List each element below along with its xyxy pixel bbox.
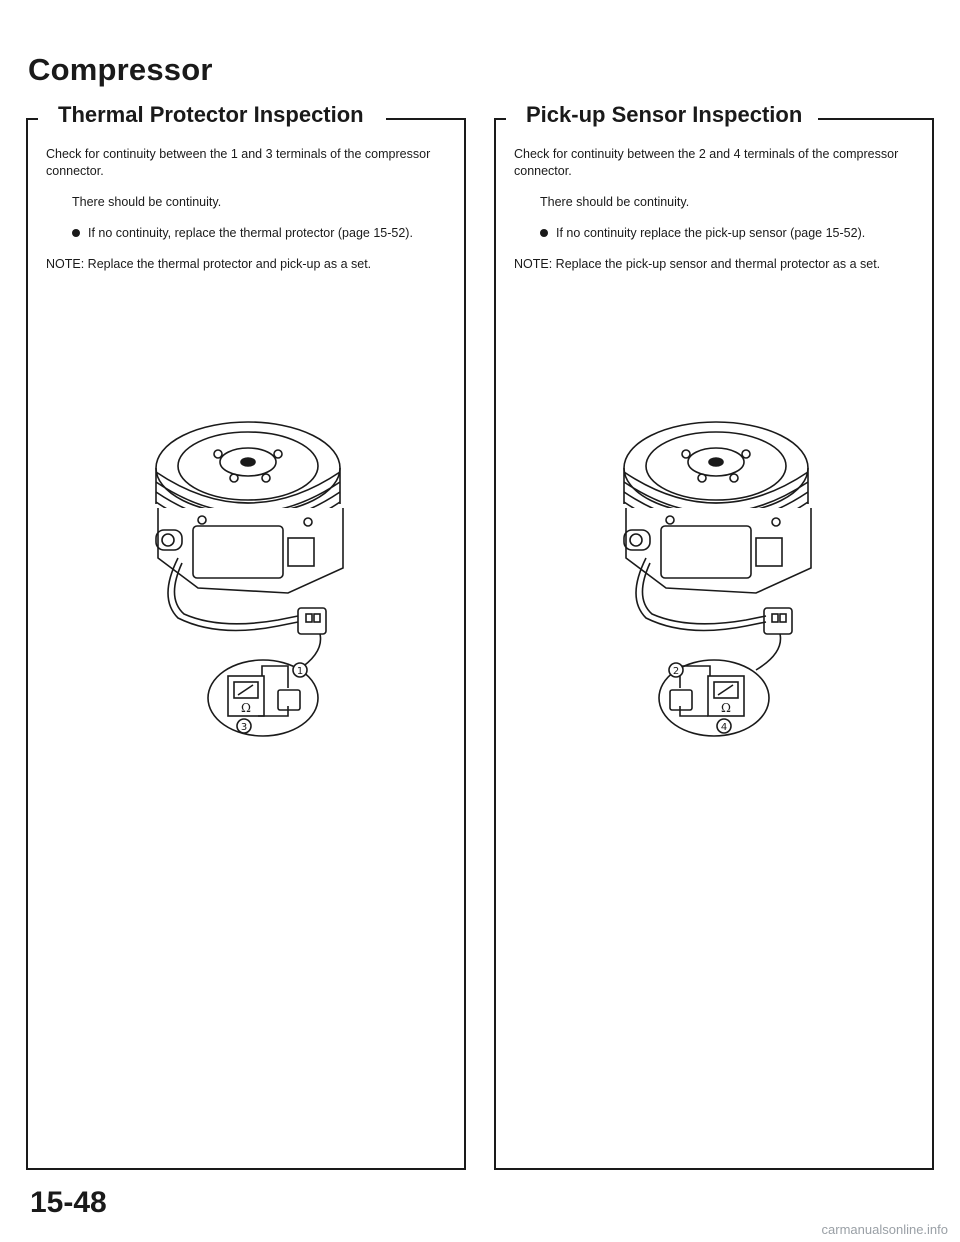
ohm-symbol: Ω (721, 701, 731, 715)
terminal-label: 3 (240, 722, 248, 733)
bullet-text: If no continuity replace the pick-up sensor (page 15-52). (556, 226, 866, 240)
section-body (514, 146, 912, 287)
terminal-label: 2 (672, 666, 680, 677)
footer-url: carmanualsonline.info (821, 1222, 948, 1237)
expected-result: There should be continuity. (72, 195, 222, 209)
page-title: Compressor (28, 52, 213, 87)
note-text: NOTE: Replace the thermal protector and pick-up as a set. (46, 257, 372, 271)
terminal-label: 1 (296, 666, 304, 677)
bullet-item (514, 225, 912, 256)
section-heading: Thermal Protector Inspection (52, 102, 370, 128)
instruction-text: Check for continuity between the 1 and 3 terminals of the compressor connector. (46, 147, 431, 178)
bullet-icon (72, 229, 80, 237)
pickup-sensor-panel (494, 102, 934, 1170)
note-text: NOTE: Replace the pick-up sensor and thermal protector as a set. (514, 257, 881, 271)
section-body (46, 146, 444, 287)
ohm-symbol: Ω (241, 701, 251, 715)
section-heading: Pick-up Sensor Inspection (520, 102, 808, 128)
page-number: 15-48 (30, 1186, 107, 1219)
bullet-icon (540, 229, 548, 237)
compressor-illustration (596, 408, 826, 738)
bullet-item (46, 225, 444, 256)
bullet-text: If no continuity, replace the thermal protector (page 15-52). (88, 226, 413, 240)
expected-result: There should be continuity. (540, 195, 690, 209)
compressor-illustration (138, 408, 368, 738)
instruction-text: Check for continuity between the 2 and 4 terminals of the compressor connector. (514, 147, 899, 178)
terminal-label: 4 (720, 722, 728, 733)
thermal-protector-panel (26, 102, 466, 1170)
